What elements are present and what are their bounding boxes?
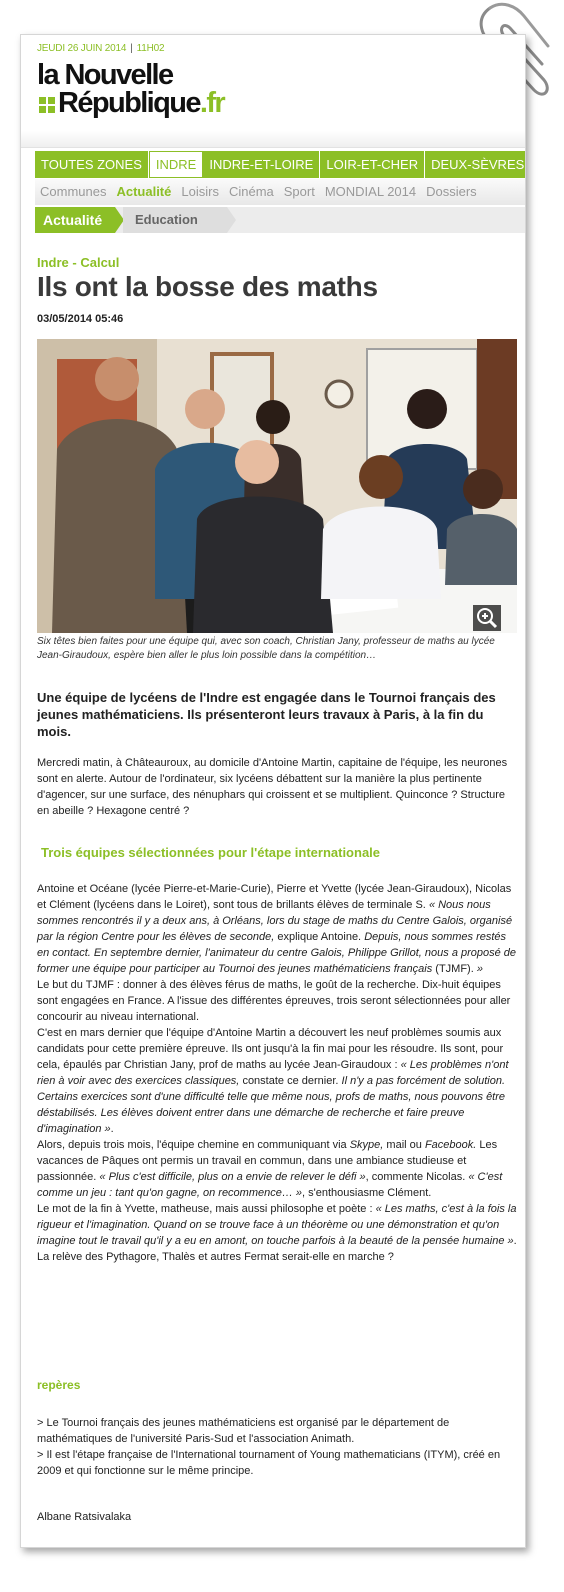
- text-span: C'est en mars dernier que l'équipe d'Antoine Martin a découvert les neuf problèmes soumis aux candidats pour cette première épreuve. Ils ont jusqu'à la fin mai pour les résoudre. Ils sont, pour cela, épaulés par Christian Jany, prof de maths au lycée Jean-Giraudoux :: [37, 1027, 504, 1071]
- photo-image: [37, 339, 517, 633]
- subnav-actualite[interactable]: Actualité: [116, 184, 172, 199]
- header-date: [37, 43, 164, 54]
- article-paragraph-3: Le but du TJMF : donner à des élèves férus de maths, le goût de la recherche. Dix-huit équipes sont engagées en France. A l'issue des différentes épreuves, trois seront sélectionnées pour aller concourir au niveau international.: [37, 979, 511, 1023]
- article-paragraph-5: [37, 1137, 517, 1201]
- quote-span: Facebook.: [424, 1139, 477, 1151]
- date-separator: |: [130, 43, 133, 54]
- reperes-item: > Il est l'étape française de l'International tournament of Young mathematicians (ITYM), créé en 2009 et qui fonctionne sur le même principe.: [37, 1449, 501, 1477]
- site-logo[interactable]: [37, 61, 224, 117]
- subnav-communes[interactable]: Communes: [40, 184, 107, 199]
- logo-line2: [37, 89, 224, 117]
- text-span: Alors, depuis trois mois, l'équipe chemine en communiquant via: [37, 1139, 347, 1151]
- article-title: Ils ont la bosse des maths: [37, 271, 378, 302]
- article-paragraph-2: [37, 881, 517, 977]
- breadcrumb-actualite[interactable]: Actualité: [35, 207, 115, 233]
- text-span: Antoine et Océane (lycée Pierre-et-Marie-Curie), Pierre et Yvette (lycée Jean-Giraudoux), Nicolas et Clément (lycéens dans le Loiret), sont tous de brillants élèves de terminale S.: [37, 883, 512, 911]
- text-span: Les vacances de Pâques ont permis un travail en commun, dans une ambiance studieuse et passionnée.: [37, 1139, 498, 1183]
- zoom-icon: [473, 605, 501, 631]
- zoom-button[interactable]: [473, 605, 501, 631]
- subnav-cinema[interactable]: Cinéma: [228, 184, 274, 199]
- article-photo[interactable]: [37, 339, 517, 633]
- text-span: explique Antoine.: [277, 931, 362, 943]
- reperes-item: > Le Tournoi français des jeunes mathématiciens est organisé par le département de mathématiques de l'université Paris-Sud et l'association Animath.: [37, 1417, 450, 1445]
- article-intertitle: Trois équipes sélectionnées pour l'étape internationale: [41, 845, 381, 860]
- logo-squares-icon: [39, 97, 55, 113]
- quote-span: « Les problèmes n'ont rien à voir avec des exercices classiques,: [37, 1059, 509, 1087]
- time-text: 11H02: [136, 43, 165, 54]
- subnav-sport[interactable]: Sport: [283, 184, 315, 199]
- text-span: .: [110, 1123, 114, 1135]
- quote-span: »: [476, 963, 483, 975]
- zone-indre[interactable]: INDRE: [149, 151, 203, 178]
- quote-span: Il n'y a pas forcément de solution. Certains exercices sont d'une difficulté telle que même nous, profs de maths, nous pouvons être déstabilisés. Les élèves doivent entrer dans une démarche de recherche et faire preuve d'imagination »: [37, 1075, 506, 1135]
- subnav-loisirs[interactable]: Loisirs: [181, 184, 219, 199]
- quote-span: Depuis, nous sommes restés en contact. En septembre dernier, l'animateur du centre Galois, Philippe Grillot, nous a proposé de former une équipe pour participer au Tournoi des jeunes mathématiciens français: [37, 931, 517, 975]
- article-paragraph-6: [37, 1201, 517, 1265]
- article-paragraph-4: [37, 1025, 517, 1137]
- text-span: , s'enthousiasme Clément.: [302, 1187, 432, 1199]
- sub-nav: [35, 179, 525, 205]
- date-text: JEUDI 26 JUIN 2014: [37, 43, 127, 54]
- text-span: Le mot de la fin à Yvette, matheuse, mais aussi philosophe et poète :: [37, 1203, 373, 1215]
- zone-deux-sevres[interactable]: DEUX-SÈVRES: [425, 151, 526, 178]
- article-author: Albane Ratsivalaka: [37, 1511, 132, 1523]
- text-span: (TJMF).: [435, 963, 474, 975]
- header-divider: [21, 131, 525, 148]
- subnav-mondial[interactable]: MONDIAL 2014: [324, 184, 417, 199]
- breadcrumb-education[interactable]: Education: [123, 207, 227, 233]
- article-date: 03/05/2014 05:46: [37, 313, 124, 325]
- logo-tld: .fr: [199, 87, 225, 119]
- article-paragraph-1: Mercredi matin, à Châteauroux, au domicile d'Antoine Martin, capitaine de l'équipe, les neurones sont en alerte. Autour de l'ordinateur, six lycéens débattent sur la manière la plus pertinente d'agencer, sur une surface, des nénuphars qui croissent et se multiplient. Quinconce ? Structure en abeille ? Hexagone centré ?: [37, 757, 508, 817]
- subnav-dossiers[interactable]: Dossiers: [426, 184, 477, 199]
- text-span: , commente Nicolas.: [365, 1171, 466, 1183]
- article-lead: Une équipe de lycéens de l'Indre est engagée dans le Tournoi français des jeunes mathématiciens. Ils présenteront leurs travaux à Paris, à la fin du mois.: [37, 690, 496, 739]
- quote-span: « Plus c'est difficile, plus on a envie de relever le défi »: [99, 1171, 366, 1183]
- article-body: [37, 881, 517, 1265]
- quote-span: « Nous nous sommes rencontrés il y a deux ans, à Orléans, lors du stage de maths du Centre Galois, organisé par la région Centre pour les élèves de seconde,: [37, 899, 513, 943]
- article-kicker: Indre - Calcul: [37, 255, 120, 270]
- photo-caption: Six têtes bien faites pour une équipe qui, avec son coach, Christian Jany, professeur de maths au lycée Jean-Giraudoux, espère bien aller le plus loin possible dans la compétition…: [37, 636, 495, 661]
- zone-loir-et-cher[interactable]: LOIR-ET-CHER: [320, 151, 425, 178]
- zone-indre-et-loire[interactable]: INDRE-ET-LOIRE: [203, 151, 320, 178]
- reperes-title: repères: [37, 1378, 81, 1392]
- logo-line1: la Nouvelle: [37, 59, 173, 91]
- breadcrumb-arrow: [227, 207, 236, 233]
- logo-word: République: [58, 87, 200, 119]
- text-span: constate ce dernier.: [242, 1075, 339, 1087]
- quote-span: « Les maths, c'est à la fois la rigueur et l'imagination. Quand on se trouve face à un théorème ou une démonstration et qu'on imagine tout le travail qu'il y a eu en amont, on touche parfois à la beauté de la pensée humaine »: [37, 1203, 517, 1247]
- text-span: mail ou: [386, 1139, 422, 1151]
- quote-span: Skype,: [349, 1139, 384, 1151]
- article-page: [20, 34, 526, 1548]
- reperes-list: [37, 1415, 517, 1479]
- zone-toutes[interactable]: TOUTES ZONES: [35, 151, 149, 178]
- zones-nav: [35, 151, 526, 178]
- quote-span: « C'est comme un jeu : tant qu'on gagne, on recommence… »: [37, 1171, 503, 1199]
- text-span: . La relève des Pythagore, Thalès et autres Fermat serait-elle en marche ?: [37, 1235, 517, 1263]
- breadcrumb: [35, 207, 525, 233]
